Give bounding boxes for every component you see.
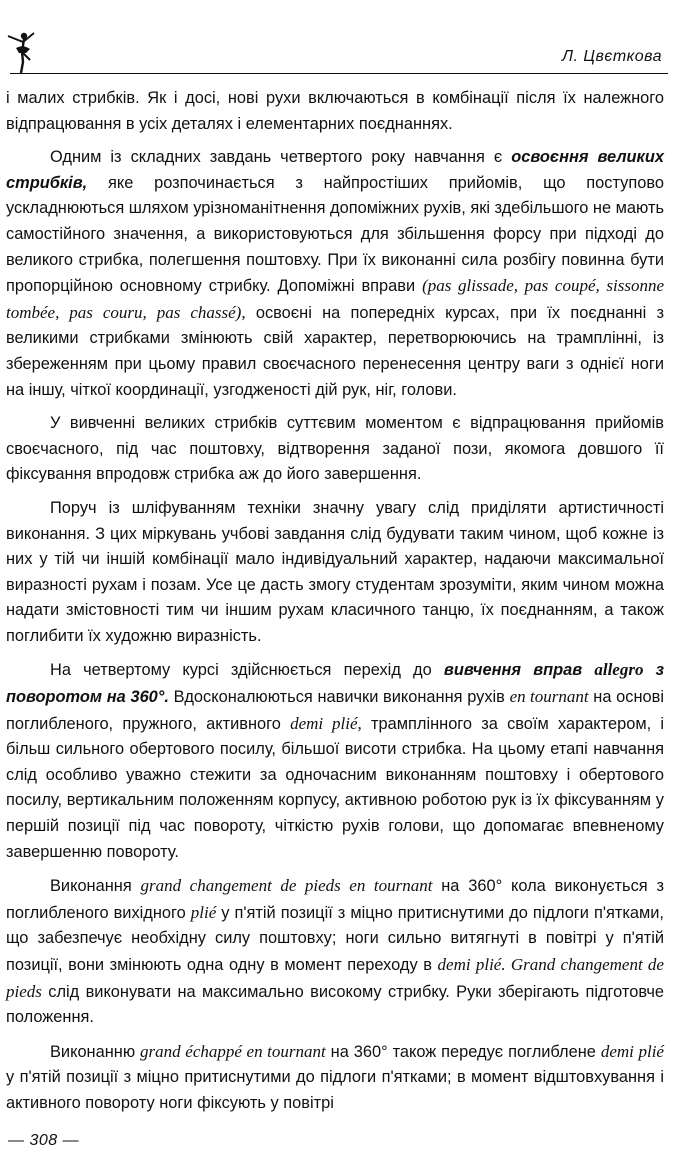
text-run: і малих стрибків. Як і досі, нові рухи включаються в комбінації після їх належного відпрацювання в усіх деталях і елементарних поєднаннях.: [6, 89, 664, 133]
text-run: На четвертому курсі здійснюється перехід до: [50, 661, 444, 680]
paragraph: [6, 1039, 664, 1117]
page-body: [6, 86, 664, 1125]
text-run: allegro: [594, 660, 644, 680]
paragraph: [6, 145, 664, 403]
text-run: освоєні на попередніх курсах, при їх поєднанні з великими стрибками змінюють свій характер, перетворюючись на трамплінні, із збереженням при цьому правил своєчасного перенесення центру ваги з однієї ноги на іншу, чіткої координації, узгодженості дій рук, ніг, голови.: [6, 303, 664, 399]
text-run: (pas glissade, pas coupé, sissonne tombée, pas couru, pas chassé),: [6, 276, 665, 322]
text-run: en tournant: [509, 687, 589, 707]
paragraph: [6, 496, 664, 650]
text-run: у п'ятій позиції з міцно притиснутими до підлоги п'ятками, що забезпечує необхідну силу поштовху; ноги сильно витягнуті в повітрі у п'ятій позиції, вони змінюють одна одну в момент переходу в: [6, 903, 664, 974]
paragraph: [6, 411, 664, 488]
text-run: grand changement de pieds en tournant: [140, 876, 433, 896]
paragraph: [6, 657, 664, 865]
text-run: demi plié,: [290, 713, 362, 733]
text-run: яке розпочинається з найпростіших прийомів, що поступово ускладнюються шляхом урізноманітнення допоміжних рухів, які здебільшого не мають самостійного значення, а використовуються для збільшення форсу при підході до великого стрибка, полегшення поштовху. При їх виконанні сила розбігу повинна бути пропорційною основному стрибку. Допоміжні вправи: [6, 173, 664, 296]
text-run: plié: [190, 902, 217, 922]
text-run: на 360° також передує поглиблене: [325, 1042, 601, 1061]
paragraph: [6, 86, 664, 137]
text-run: grand échappé en tournant: [140, 1041, 326, 1061]
running-header-author: Л. Цвєткова: [562, 48, 662, 65]
text-run: слід виконувати на максимально високому стрибку. Руки зберігають підготовче положення.: [6, 982, 664, 1027]
text-run: demi plié: [600, 1041, 664, 1061]
text-run: Одним із складних завдань четвертого року навчання є: [50, 148, 512, 167]
text-run: Вдосконалюються навички виконання рухів: [168, 688, 510, 707]
text-run: на 360° кола виконується з поглибленого вихідного: [6, 877, 664, 922]
dancer-logo-icon: [4, 30, 38, 74]
text-run: У вивченні великих стрибків суттєвим моментом є відпрацювання прийомів своєчасного, під час поштовху, відтворення заданої пози, якомога довшого її фіксування впродовж стрибка аж до його завершення.: [6, 414, 664, 484]
text-run: у п'ятій позиції з міцно притиснутими до підлоги п'ятками; в момент відштовхування і активного повороту ноги фіксують у повітрі: [6, 1068, 664, 1112]
text-run: з поворотом на 360°.: [6, 661, 664, 707]
text-run: Виконанню: [50, 1042, 141, 1061]
text-run: трамплінного за своїм характером, і більш сильного обертового посилу, більшої висоти стрибка. На цьому етапі навчання слід особливо уважно стежити за одночасним виконанням поштовху і обертового посилу, вертикальним положенням корпусу, активною роботою рук із їх фіксуванням у першій позиції під час повороту, чіткістю рухів голови, що допомагає впевненому завершенню повороту.: [6, 714, 665, 861]
header-rule: [10, 73, 668, 74]
text-run: освоєння великих стрибків,: [6, 148, 664, 192]
text-run: demi plié. Grand changement de pieds: [6, 955, 664, 1001]
paragraph: [6, 873, 664, 1031]
text-run: вивчення вправ: [443, 661, 595, 680]
text-run: Виконання: [50, 877, 141, 896]
text-run: на основі поглибленого, пружного, активного: [6, 688, 664, 733]
text-run: Поруч із шліфуванням техніки значну увагу слід приділяти артистичності виконання. З цих міркувань учбові завдання слід будувати таким чином, щоб кожне із них у тій чи іншій комбінації мало індивідуальний характер, надаючи максимальної виразності рухам і позам. Усе це дасть змогу студентам зрозуміти, яким чином можна надати змістовності тим чи іншим рухам класичного танцю, їх поєднанням, а також поглибити їх художню виразність.: [6, 498, 664, 645]
page-number: — 308 —: [8, 1132, 80, 1149]
